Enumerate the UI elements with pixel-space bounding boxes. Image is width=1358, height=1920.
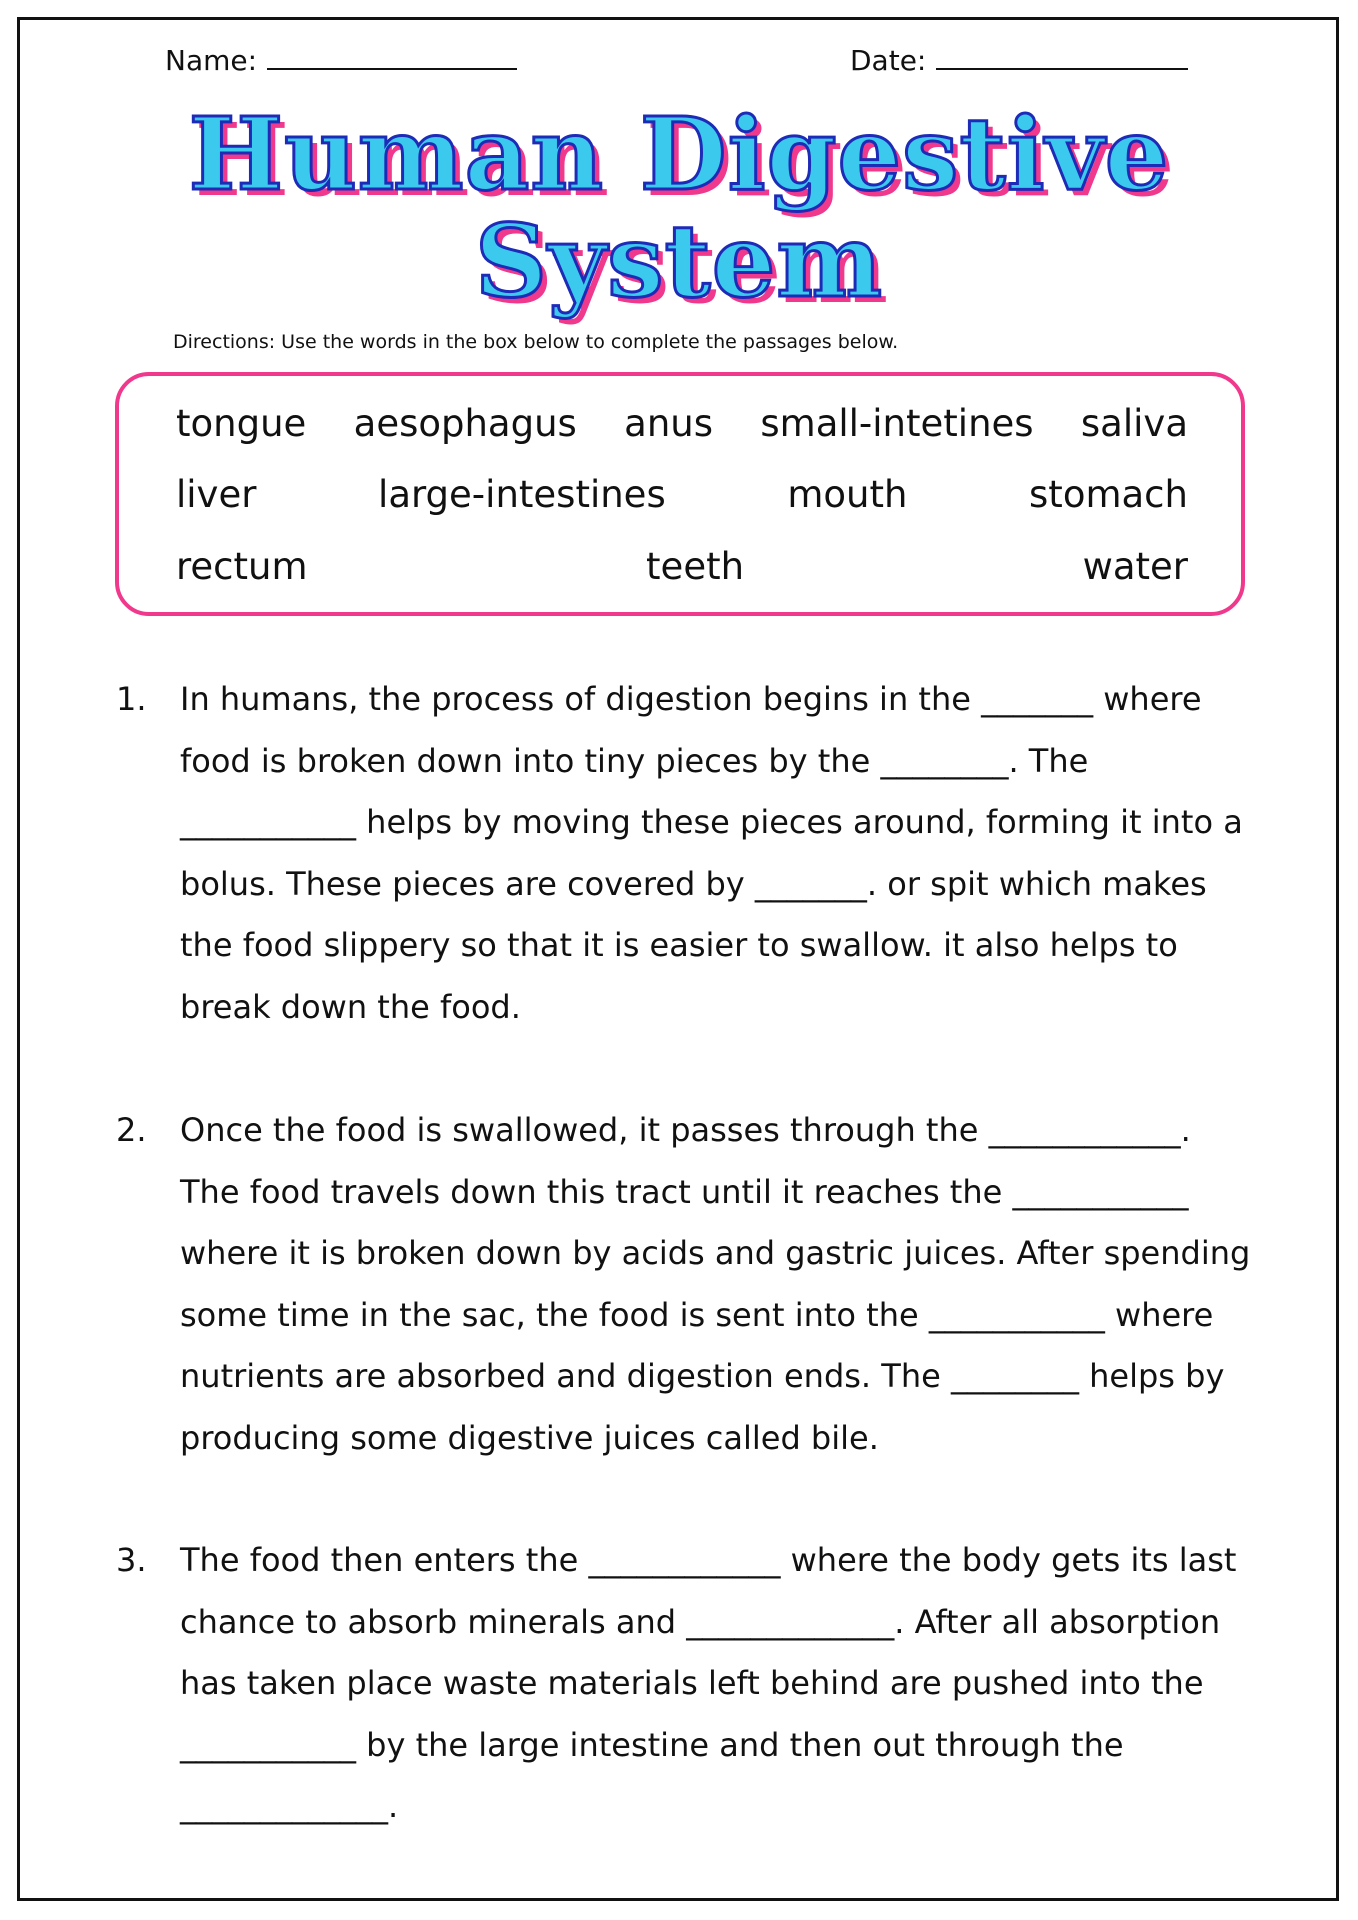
- word-bank-item: teeth: [646, 545, 745, 588]
- word-bank-box: [115, 372, 1245, 616]
- word-bank-item: liver: [176, 473, 257, 516]
- name-field: [165, 38, 517, 81]
- question-number: 1.: [116, 680, 147, 718]
- page-title-line-2: System: [474, 202, 884, 320]
- question-text: Once the food is swallowed, it passes through the ____________. The food travels down this tract until it reaches the ___________ where it is broken down by acids and gastric juices. After spending some time in the sac, the food is sent into the ___________ where nutrients are absorbed and digestion ends. The ________ helps by producing some digestive juices called bile.: [180, 1111, 1251, 1457]
- word-bank-row: [176, 471, 1188, 519]
- word-bank-row: [176, 400, 1188, 448]
- page-title-line-1: Human Digestive: [188, 95, 1170, 213]
- date-field: [850, 38, 1188, 81]
- word-bank-item: saliva: [1080, 402, 1188, 445]
- word-bank-item: aesophagus: [353, 402, 577, 445]
- date-blank[interactable]: [936, 38, 1188, 70]
- word-bank-item: anus: [624, 402, 714, 445]
- word-bank-item: water: [1082, 545, 1188, 588]
- word-bank-item: mouth: [787, 473, 908, 516]
- date-label: Date:: [850, 44, 927, 77]
- question-number: 2.: [116, 1111, 147, 1149]
- word-bank-item: large-intestines: [378, 473, 666, 516]
- word-bank-item: stomach: [1029, 473, 1188, 516]
- question-3: [116, 1530, 1256, 1838]
- question-text: The food then enters the ____________ where the body gets its last chance to absorb minerals and _____________. After all absorption has taken place waste materials left behind are pushed into the ___________ by the large intestine and then out through the _____________.: [180, 1541, 1237, 1826]
- name-blank[interactable]: [267, 38, 517, 70]
- word-bank-item: small-intetines: [760, 402, 1034, 445]
- question-2: [116, 1100, 1256, 1470]
- question-1: [116, 669, 1256, 1039]
- word-bank-item: tongue: [176, 402, 307, 445]
- word-bank-row: [176, 543, 1188, 591]
- word-bank-item: rectum: [176, 545, 308, 588]
- question-text: In humans, the process of digestion begins in the _______ where food is broken down into tiny pieces by the ________. The ___________ helps by moving these pieces around, forming it into a bolus. These pieces are covered by _______. or spit which makes the food slippery so that it is easier to swallow. it also helps to break down the food.: [180, 680, 1243, 1026]
- name-label: Name:: [165, 44, 258, 77]
- directions: Directions: Use the words in the box below to complete the passages below.: [173, 331, 899, 353]
- question-number: 3.: [116, 1541, 147, 1579]
